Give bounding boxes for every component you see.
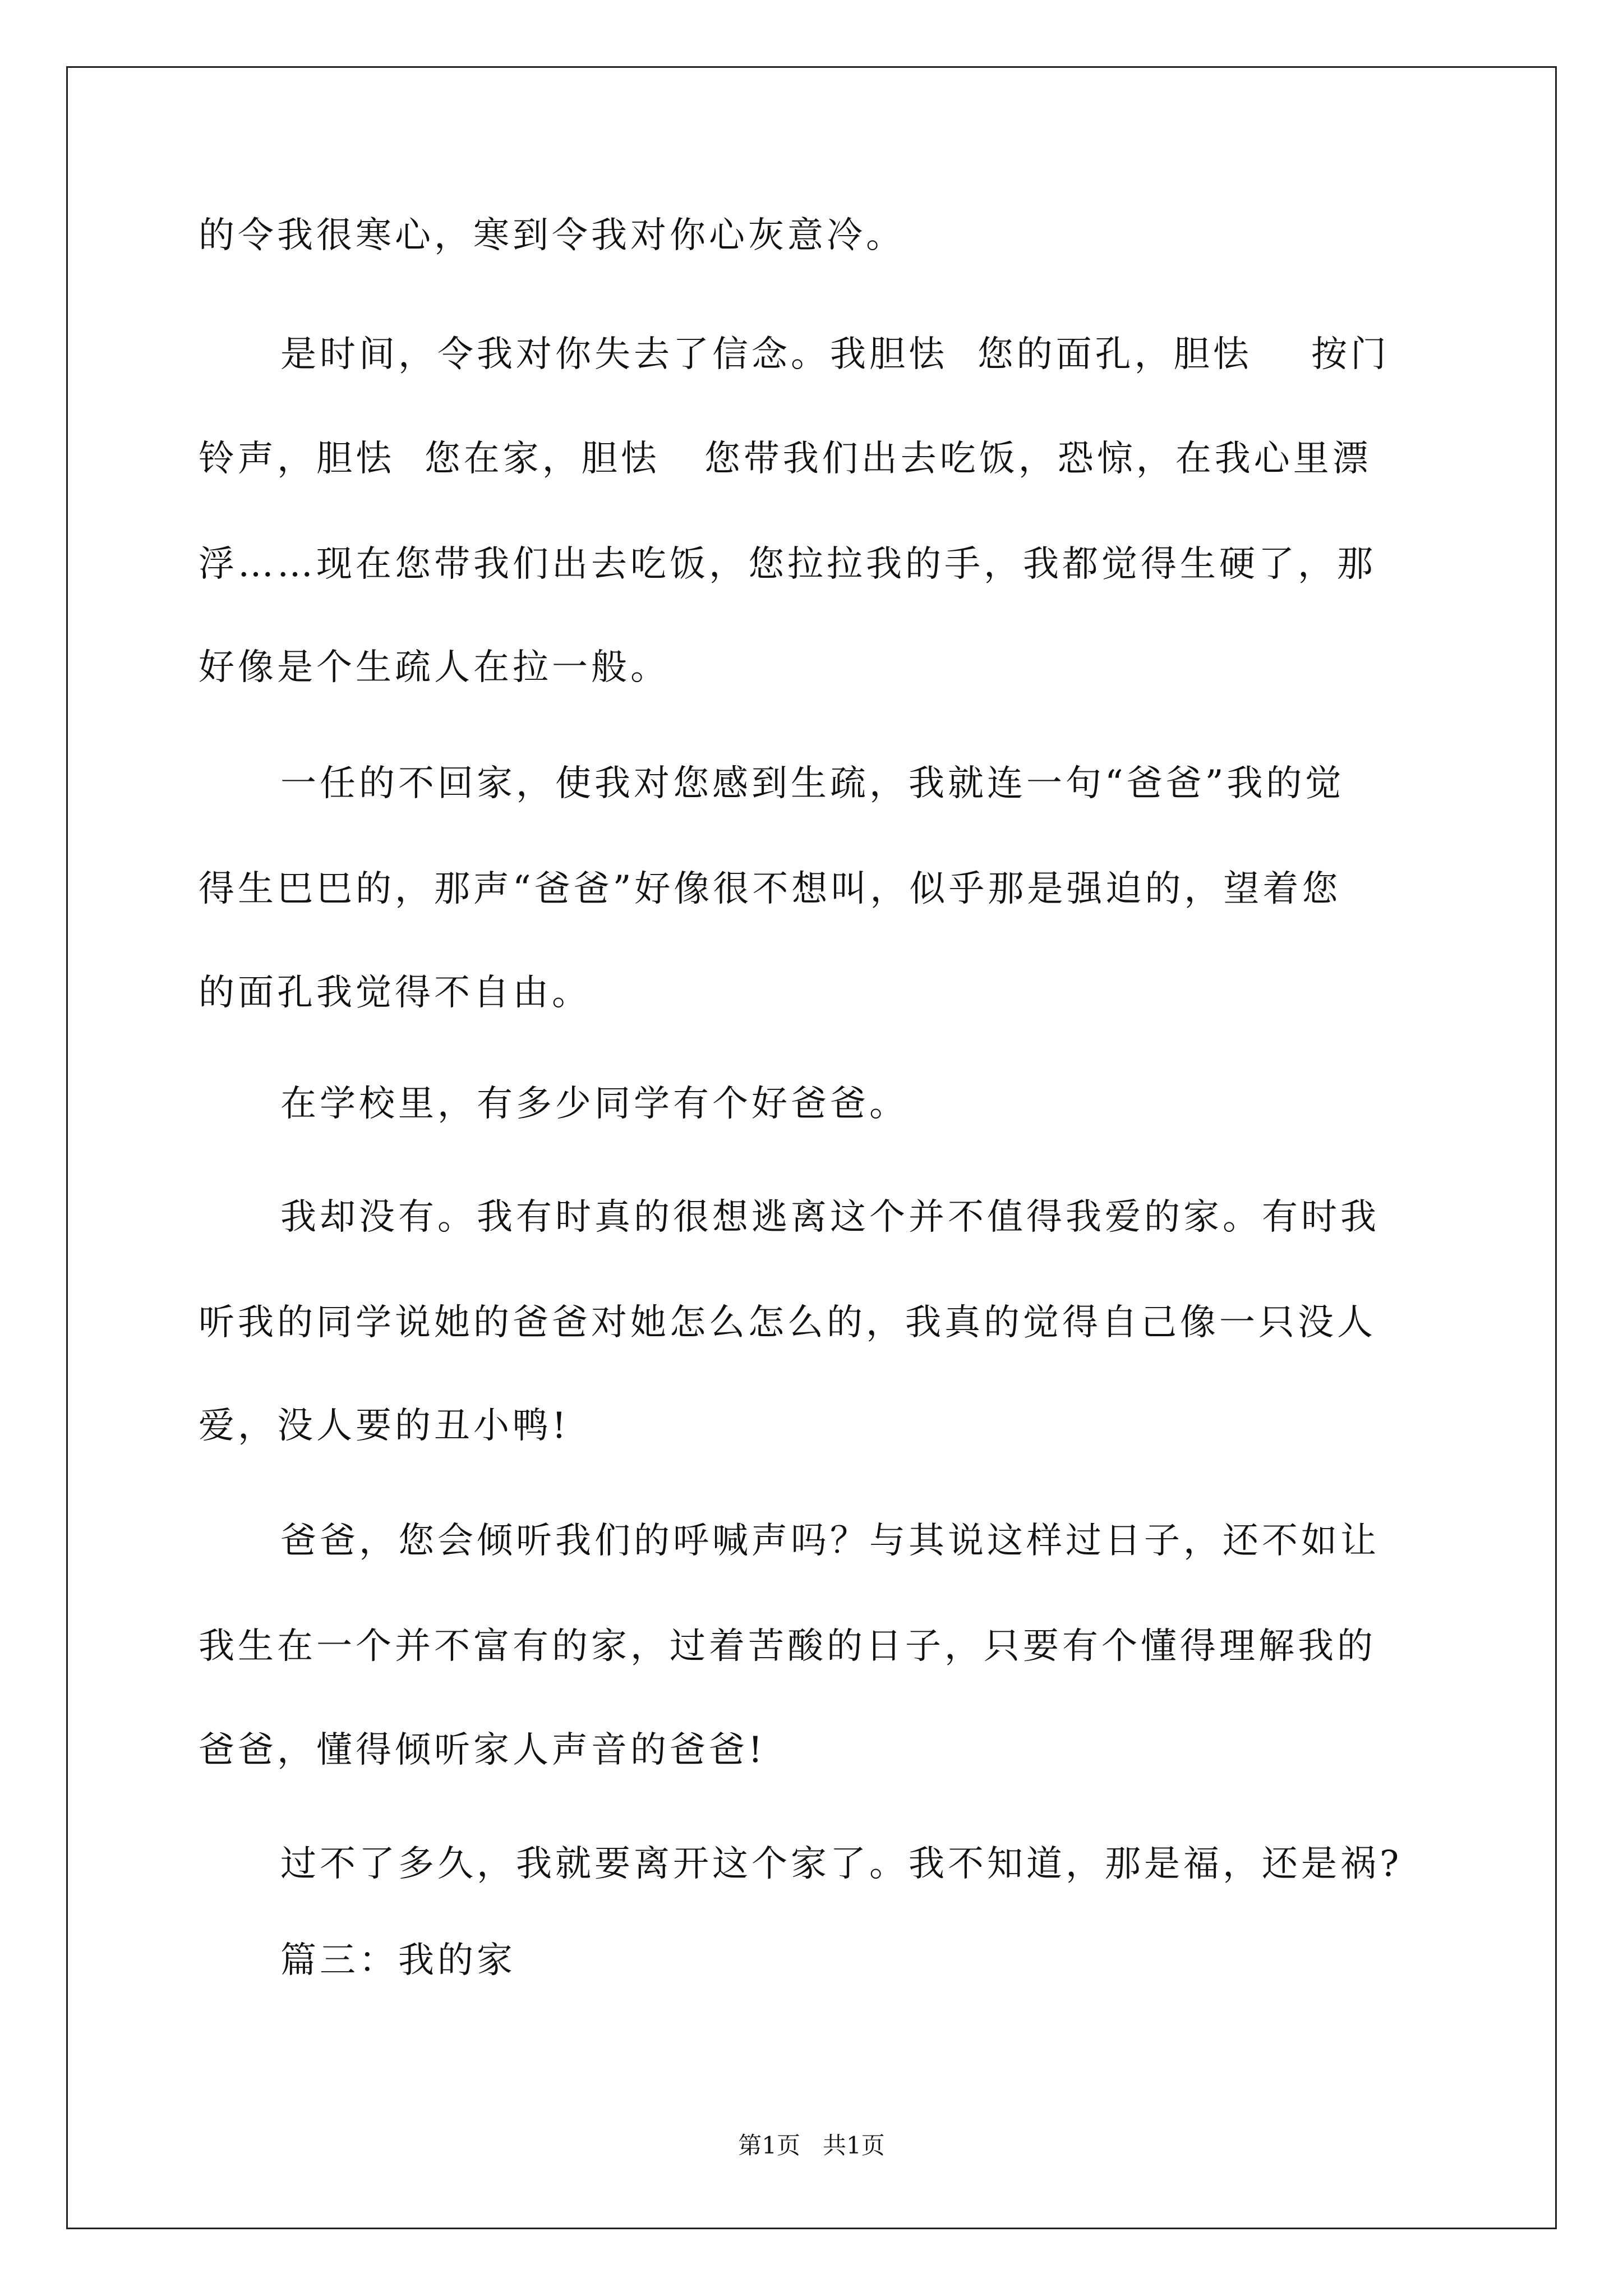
text-line: 好像是个生疏人在拉一般。 (199, 647, 670, 688)
text-line: 爸爸，您会倾听我们的呼喊声吗？与其说这样过日子，还不如让 (280, 1520, 1380, 1562)
text-line: 爱，没人要的丑小鸭! (199, 1405, 570, 1447)
text-line: 爸爸，懂得倾听家人声音的爸爸! (199, 1729, 766, 1771)
text-line: 篇三：我的家 (280, 1940, 516, 1981)
page-footer: 第1页 共1页 (738, 2132, 885, 2159)
text-line: 是时间，令我对你失去了信念。我胆怯 您的面孔，胆怯 按门 (280, 334, 1390, 375)
text-line: 在学校里，有多少同学有个好爸爸。 (280, 1083, 909, 1125)
text-line: 过不了多久，我就要离开这个家了。我不知道，那是福，还是祸? (280, 1843, 1403, 1885)
text-line: 铃声，胆怯 您在家，胆怯 您带我们出去吃饭，恐惊，在我心里漂 (199, 438, 1372, 480)
text-line: 听我的同学说她的爸爸对她怎么怎么的，我真的觉得自己像一只没人 (199, 1302, 1376, 1343)
text-line: 的面孔我觉得不自由。 (199, 972, 591, 1014)
text-line: 我生在一个并不富有的家，过着苦酸的日子，只要有个懂得理解我的 (199, 1626, 1376, 1667)
text-line: 我却没有。我有时真的很想逃离这个并不值得我爱的家。有时我 (280, 1197, 1380, 1238)
page-border (66, 66, 1557, 2229)
text-line: 浮……现在您带我们出去吃饭，您拉拉我的手，我都觉得生硬了，那 (199, 544, 1376, 585)
text-line: 一任的不回家，使我对您感到生疏，我就连一句“爸爸”我的觉 (280, 763, 1345, 804)
text-line: 的令我很寒心，寒到令我对你心灰意冷。 (199, 215, 905, 256)
text-line: 得生巴巴的，那声“爸爸”好像很不想叫，似乎那是强迫的，望着您 (199, 868, 1341, 910)
